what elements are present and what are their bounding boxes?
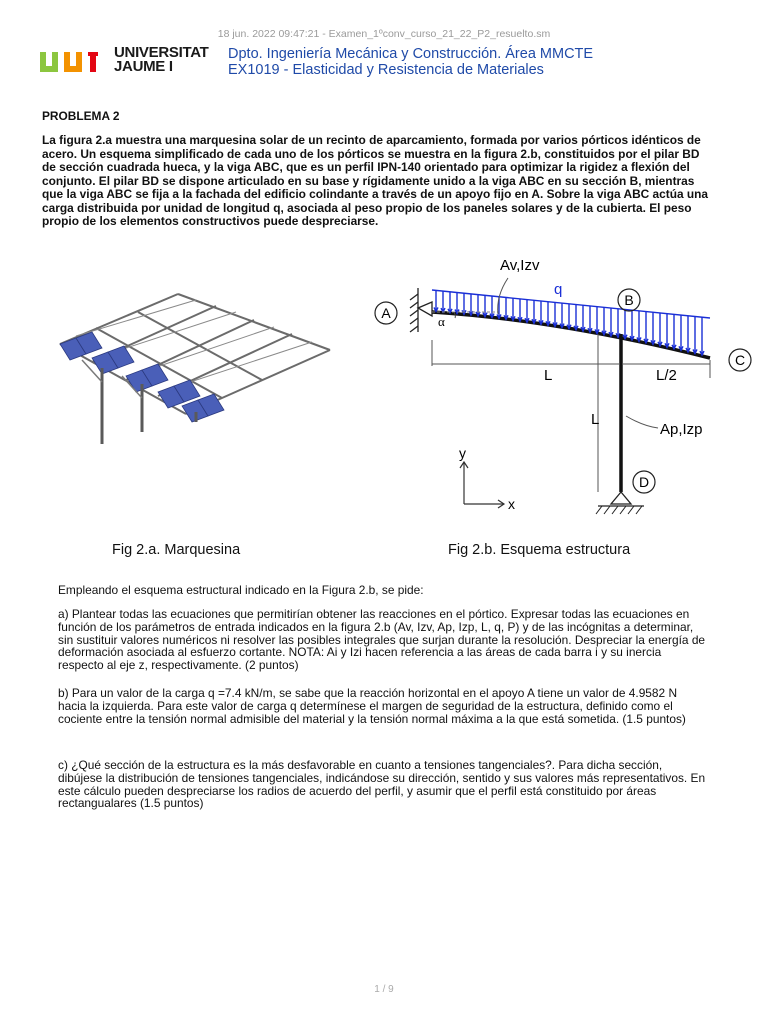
axis-x-label: x: [508, 496, 515, 512]
beam-properties-label: Av,Izv: [500, 257, 540, 274]
canopy-illustration: [46, 272, 366, 462]
node-b-label: B: [624, 292, 634, 308]
department-line: Dpto. Ingeniería Mecánica y Construcción. Área MMCTE: [228, 46, 594, 62]
department-info: [228, 46, 593, 78]
node-d-label: D: [638, 474, 650, 490]
problem-title: PROBLEMA 2: [42, 109, 120, 123]
load-q-label: q: [554, 281, 563, 298]
pin-support-d: [611, 492, 631, 504]
pin-support-a: [418, 302, 432, 316]
column-properties-label: Ap,Izp: [660, 421, 703, 438]
question-b: b) Para un valor de la carga q =7.4 kN/m, se sabe que la reacción horizontal en el apoyo A tiene un valor de 4.9582 N hacia la izquierda. Para este valor de carga q determínese el margen de seguridad de la estructura, definido como el cociente entre la tensión normal admisible del material y la tensión normal máxima a la que está sometida. (1.5 puntos): [58, 686, 686, 726]
length-l-vertical-label: L: [591, 411, 600, 428]
node-c-label: C: [734, 352, 746, 368]
question-c: c) ¿Qué sección de la estructura es la más desfavorable en cuanto a tensiones tangenciales?. Para dicha sección, dibújese la distribución de tensiones tangenciales, indicándose su dirección, sentido y sus valores más representativos. En este cálculo pueden despreciarse los radios de acuerdo del perfil, y asumir que el perfil está constituido por áreas rectangualares (1.5 puntos): [58, 758, 706, 811]
structure-scheme: [358, 248, 746, 518]
questions-lead: Empleando el esquema estructural indicado en la Figura 2.b, se pide:: [58, 583, 424, 597]
alpha-label: α: [438, 314, 445, 329]
figures: [40, 248, 746, 568]
caption-fig-2a: Fig 2.a. Marquesina: [112, 542, 241, 558]
uji-logo-icon: [40, 48, 104, 76]
length-half-label: L/2: [656, 367, 677, 384]
caption-fig-2b: Fig 2.b. Esquema estructura: [448, 542, 631, 558]
length-l-horizontal-label: L: [544, 367, 553, 384]
node-a-label: A: [381, 305, 391, 321]
university-name: UNIVERSITAT JAUME I: [114, 44, 209, 75]
question-a: a) Plantear todas las ecuaciones que permitirían obtener las reacciones en el pórtico. Expresar todas las ecuaciones en función de los parámetros de entrada indicados en la figura 2.b (Av, Izv, Ap, Izp, L, q, P) y de las incógnitas a determinar, sin sustituir valores numéricos ni resolver las posibles integrales que surjan durante la resolución. Despreciar la energía de deformación asociada al esfuerzo cortante. NOTA: Ai y Izi hacen referencia a las áreas de cada barra i y su inercia respecto al eje z, respectivamente. (2 puntos): [58, 607, 706, 673]
page-number: 1 / 9: [374, 984, 394, 995]
axis-y-label: y: [459, 445, 466, 461]
course-line: EX1019 - Elasticidad y Resistencia de Materiales: [228, 62, 544, 78]
problem-statement: La figura 2.a muestra una marquesina solar de un recinto de aparcamiento, formada por varios pórticos idénticos de acero. Un esquema simplificado de cada uno de los pórticos se muestra en la figura 2.b, constituidos por el pilar BD de sección cuadrada hueca, y la viga ABC, que es un perfil IPN-140 orientado para optimizar la rigidez a flexión del conjunto. El pilar BD se dispone articulado en su base y rígidamente unido a la viga ABC en su sección B, mientras que la viga ABC se fija a la fachada del edificio colindante a través de un apoyo fijo en A. Sobre la viga ABC actúa una carga distribuida por unidad de longitud q, asociada al peso propio de los paneles solares y de la cubierta. El peso propio de los elementos constructivos puede despreciarse.: [42, 133, 709, 228]
beam-abc: [432, 312, 710, 358]
page-header: [40, 46, 740, 78]
document-timestamp: 18 jun. 2022 09:47:21 - Examen_1ºconv_curso_21_22_P2_resuelto.sm: [217, 28, 551, 40]
